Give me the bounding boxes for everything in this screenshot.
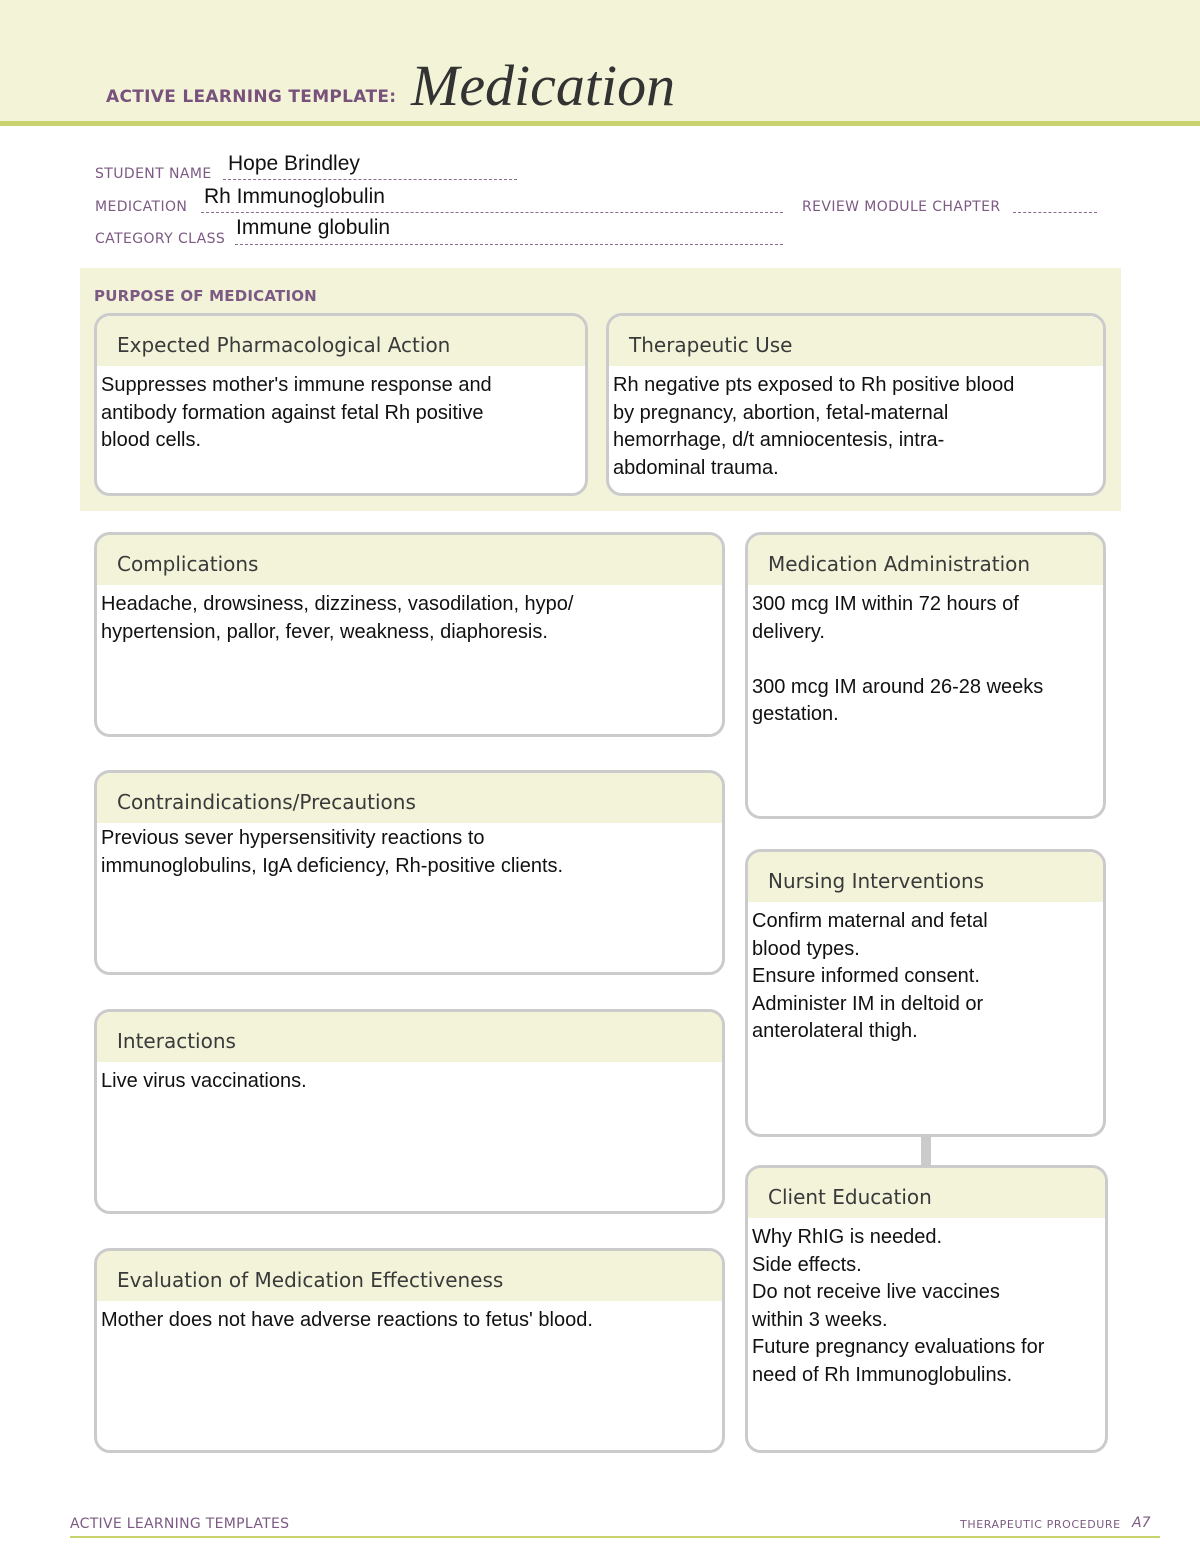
purpose-title: PURPOSE OF MEDICATION [94, 287, 317, 305]
administration-title: Medication Administration [748, 535, 1103, 587]
complications-text[interactable]: Headache, drowsiness, dizziness, vasodilation, hypo/ hypertension, pallor, fever, weakness, diaphoresis. [101, 593, 574, 643]
administration-text[interactable]: 300 mcg IM within 72 hours of delivery. 300 mcg IM around 26-28 weeks gestation. [752, 593, 1044, 725]
interactions-card [94, 1009, 725, 1214]
review-module-line [1013, 211, 1097, 213]
student-name-field[interactable]: Hope Brindley [228, 152, 360, 175]
medication-field[interactable]: Rh Immunoglobulin [204, 185, 385, 208]
category-class-line [235, 243, 783, 245]
review-module-label: REVIEW MODULE CHAPTER [802, 199, 1001, 215]
header-rule [0, 121, 1200, 126]
client-education-title: Client Education [748, 1168, 1105, 1220]
footer-page-number: A7 [1132, 1515, 1151, 1531]
medication-line [201, 211, 783, 213]
administration-card [745, 532, 1106, 819]
card-connector [921, 1136, 931, 1166]
template-label: ACTIVE LEARNING TEMPLATE: [106, 87, 397, 107]
student-name-label: STUDENT NAME [95, 166, 212, 182]
interactions-text[interactable]: Live virus vaccinations. [101, 1070, 307, 1092]
expected-action-text[interactable]: Suppresses mother's immune response and antibody formation against fetal Rh positive blood cells. [101, 374, 492, 451]
page-title: Medication [411, 53, 676, 118]
contraindications-text[interactable]: Previous sever hypersensitivity reactions to immunoglobulins, IgA deficiency, Rh-positive clients. [101, 827, 564, 877]
complications-card [94, 532, 725, 737]
complications-title: Complications [97, 535, 722, 587]
therapeutic-use-text[interactable]: Rh negative pts exposed to Rh positive blood by pregnancy, abortion, fetal-maternal hemorrhage, d/t amniocentesis, intra- abdominal trauma. [613, 374, 1015, 479]
client-education-card [745, 1165, 1108, 1453]
evaluation-title: Evaluation of Medication Effectiveness [97, 1251, 722, 1303]
client-education-text[interactable]: Why RhIG is needed. Side effects. Do not receive live vaccines within 3 weeks. Future pregnancy evaluations for need of Rh Immunoglobulins. [752, 1226, 1045, 1386]
medication-label: MEDICATION [95, 199, 188, 215]
contraindications-title: Contraindications/Precautions [97, 773, 722, 825]
expected-action-title: Expected Pharmacological Action [97, 316, 585, 368]
footer-left-label: ACTIVE LEARNING TEMPLATES [70, 1516, 290, 1532]
evaluation-card [94, 1248, 725, 1453]
category-class-field[interactable]: Immune globulin [236, 216, 391, 239]
category-class-label: CATEGORY CLASS [95, 231, 226, 247]
student-name-line [223, 178, 517, 180]
nursing-interventions-card [745, 849, 1106, 1137]
evaluation-text[interactable]: Mother does not have adverse reactions to fetus' blood. [101, 1309, 593, 1331]
footer-rule [70, 1536, 1160, 1538]
interactions-title: Interactions [97, 1012, 722, 1064]
expected-action-card [94, 313, 588, 496]
nursing-interventions-title: Nursing Interventions [748, 852, 1103, 904]
contraindications-card [94, 770, 725, 975]
nursing-interventions-text[interactable]: Confirm maternal and fetal blood types. Ensure informed consent. Administer IM in deltoid or anterolateral thigh. [752, 910, 988, 1042]
footer-right-label: THERAPEUTIC PROCEDURE [960, 1518, 1121, 1531]
therapeutic-use-card [606, 313, 1106, 496]
therapeutic-use-title: Therapeutic Use [609, 316, 1103, 368]
